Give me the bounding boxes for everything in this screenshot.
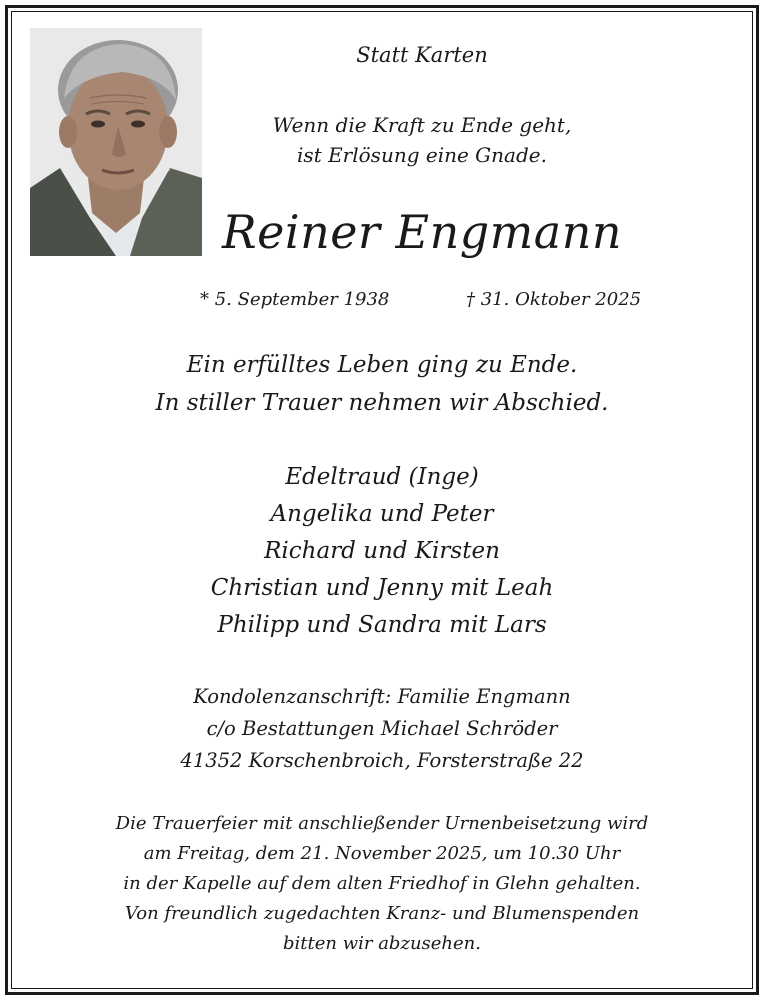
quote-line-1: Ein erfülltes Leben ging zu Ende. — [186, 352, 578, 378]
death-date: † 31. Oktober 2025 — [466, 289, 642, 310]
mourner-name: Christian und Jenny mit Leah — [210, 575, 554, 601]
quote-line-2: In stiller Trauer nehmen wir Abschied. — [155, 390, 609, 416]
condolence-address-line: c/o Bestattungen Michael Schröder — [206, 717, 558, 740]
mourner-name: Angelika und Peter — [270, 501, 494, 527]
ceremony-text-line: am Freitag, dem 21. November 2025, um 10.30 Uhr — [143, 843, 621, 864]
motto-line-2: ist Erlösung eine Gnade. — [297, 143, 547, 167]
ceremony-text-line: Die Trauerfeier mit anschließender Urnenbeisetzung wird — [115, 813, 649, 834]
ceremony-text-line: bitten wir abzusehen. — [283, 933, 481, 954]
statt-karten-label: Statt Karten — [356, 43, 488, 67]
birth-date: * 5. September 1938 — [200, 289, 390, 310]
deceased-name: Reiner Engmann — [222, 205, 622, 259]
motto-line-1: Wenn die Kraft zu Ende geht, — [272, 113, 572, 137]
condolence-address-line: Kondolenzanschrift: Familie Engmann — [193, 685, 571, 708]
mourner-name: Edeltraud (Inge) — [285, 464, 479, 490]
mourner-name: Philipp und Sandra mit Lars — [217, 612, 547, 638]
ceremony-text-line: in der Kapelle auf dem alten Friedhof in Glehn gehalten. — [123, 873, 641, 894]
ceremony-text-line: Von freundlich zugedachten Kranz- und Blumenspenden — [124, 903, 640, 924]
mourner-name: Richard und Kirsten — [264, 538, 500, 564]
condolence-address-line: 41352 Korschenbroich, Forsterstraße 22 — [180, 749, 584, 772]
